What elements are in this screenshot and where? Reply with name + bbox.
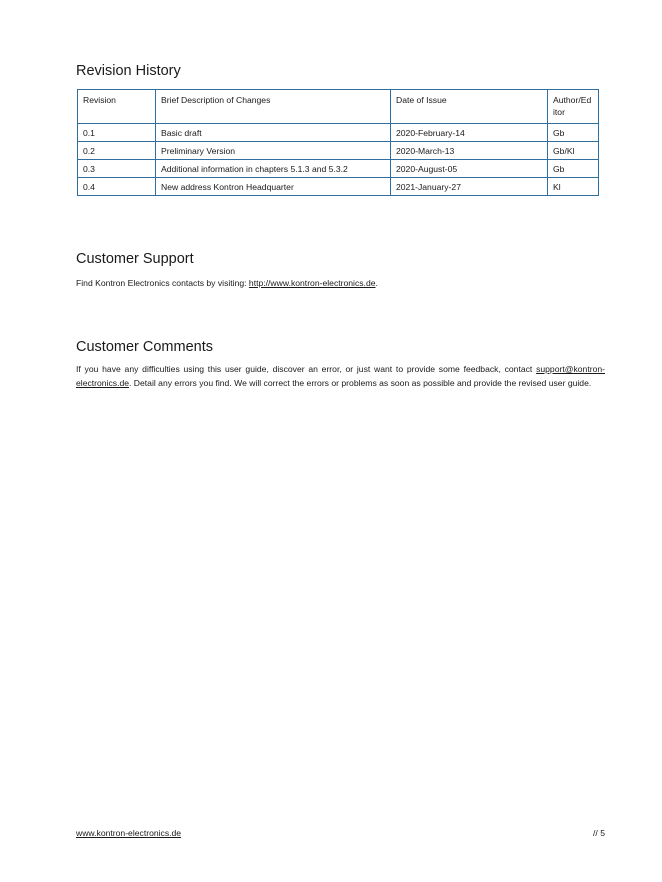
column-header-revision: Revision [78,90,156,124]
cell-author: Gb [548,124,599,142]
cell-description: Basic draft [156,124,391,142]
table-header-row [78,90,599,124]
comments-text-before: If you have any difficulties using this user guide, discover an error, or just want to provide some feedback, contact [76,364,537,374]
table-row [78,142,599,160]
footer-website-link[interactable]: www.kontron-electronics.de [76,828,182,838]
footer-page-number: // 5 [593,828,605,838]
cell-revision: 0.2 [78,142,156,160]
revision-history-title: Revision History [76,63,181,79]
cell-description: Additional information in chapters 5.1.3 and 5.3.2 [156,160,391,178]
cell-description: New address Kontron Headquarter [156,178,391,196]
table-row [78,160,599,178]
cell-revision: 0.1 [78,124,156,142]
cell-date: 2020-August-05 [391,160,548,178]
column-header-author: Author/Editor [548,90,599,124]
cell-author: Kl [548,178,599,196]
column-header-date: Date of Issue [391,90,548,124]
revision-history-table [77,89,599,196]
column-header-description: Brief Description of Changes [156,90,391,124]
customer-support-title: Customer Support [76,251,194,267]
table-row [78,124,599,142]
comments-text-after: . Detail any errors you find. We will correct the errors or problems as soon as possible and provide the revised user guide. [129,377,592,388]
cell-description: Preliminary Version [156,142,391,160]
customer-support-text [76,277,605,291]
table-row [78,178,599,196]
cell-date: 2021-January-27 [391,178,548,196]
customer-comments-text [76,363,605,390]
cell-date: 2020-February-14 [391,124,548,142]
cell-revision: 0.4 [78,178,156,196]
cell-revision: 0.3 [78,160,156,178]
cell-author: Gb/Kl [548,142,599,160]
support-website-link[interactable]: http://www.kontron-electronics.de [248,278,376,288]
support-text-after: . [375,278,378,288]
support-email-link[interactable]: support@kontron-electronics.de [76,364,605,388]
customer-comments-title: Customer Comments [76,339,213,355]
support-text-before: Find Kontron Electronics contacts by visiting: [76,278,249,288]
cell-author: Gb [548,160,599,178]
cell-date: 2020-March-13 [391,142,548,160]
